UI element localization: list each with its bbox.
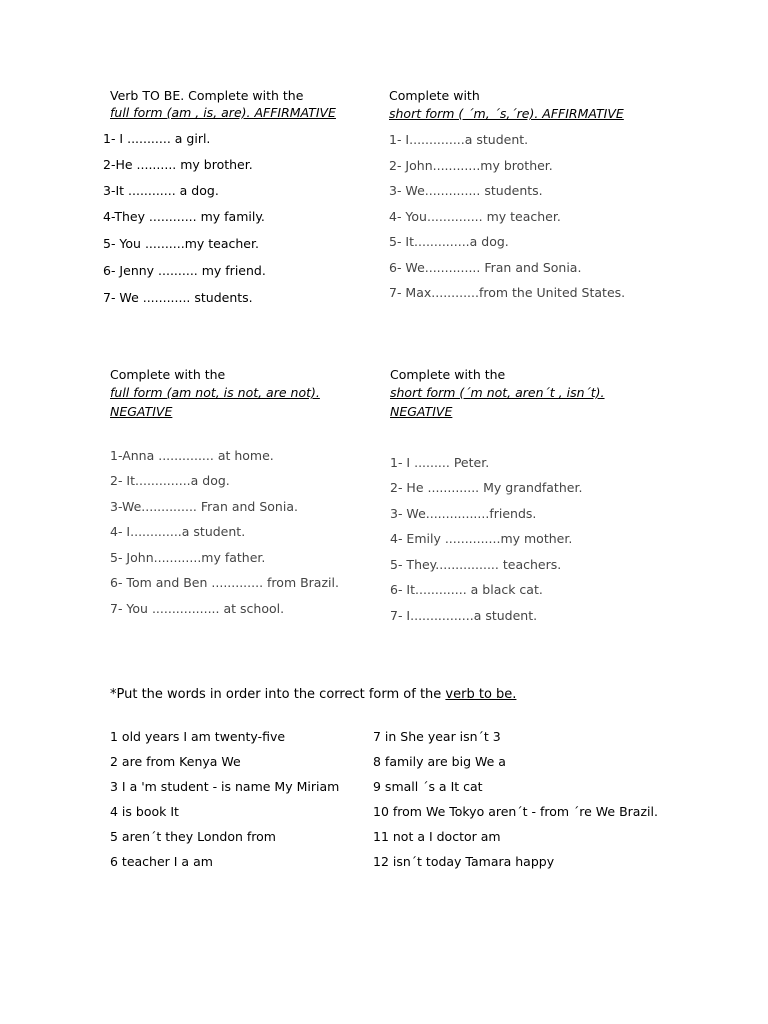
section-title: Verb TO BE. Complete with the — [110, 88, 304, 103]
order-item: 2 are from Kenya We — [110, 754, 241, 769]
exercise-item: 7- I................a student. — [390, 608, 538, 623]
order-item: 7 in She year isn´t 3 — [373, 729, 501, 744]
order-instruction-emphasis: verb to be. — [445, 687, 517, 702]
section-title: Complete with — [389, 88, 480, 103]
exercise-item: 5- You ..........my teacher. — [103, 236, 259, 251]
order-item: 3 I a 'm student - is name My Miriam — [110, 779, 340, 794]
exercise-item: 3-We.............. Fran and Sonia. — [110, 499, 298, 514]
exercise-item: 5- It..............a dog. — [389, 234, 509, 249]
section-subtitle: short form (´m not, aren´t , isn´t). — [390, 385, 605, 400]
exercise-item: 7- You ................. at school. — [110, 601, 285, 616]
exercise-item: 3-It ............ a dog. — [103, 183, 219, 198]
exercise-item: 6- We.............. Fran and Sonia. — [389, 260, 582, 275]
exercise-item: 4- Emily ..............my mother. — [390, 531, 573, 546]
section-subtitle-negative: NEGATIVE — [110, 404, 173, 419]
exercise-item: 2-He .......... my brother. — [103, 157, 253, 172]
exercise-item: 4- I.............a student. — [110, 524, 246, 539]
exercise-item: 3- We.............. students. — [389, 183, 543, 198]
section-subtitle: full form (am , is, are). AFFIRMATIVE — [110, 105, 336, 120]
exercise-item: 1- I ........... a girl. — [103, 131, 211, 146]
order-item: 8 family are big We a — [373, 754, 506, 769]
exercise-item: 2- It..............a dog. — [110, 473, 230, 488]
exercise-item: 2- He ............. My grandfather. — [390, 480, 583, 495]
order-item: 10 from We Tokyo aren´t - from ´re We Brazil. — [373, 804, 658, 819]
section-title: Complete with the — [390, 367, 506, 382]
exercise-item: 5- They................ teachers. — [390, 557, 562, 572]
order-item: 6 teacher I a am — [110, 854, 213, 869]
exercise-item: 6- Jenny .......... my friend. — [103, 263, 266, 278]
exercise-item: 7- We ............ students. — [103, 290, 253, 305]
order-item: 12 isn´t today Tamara happy — [373, 854, 555, 869]
exercise-item: 4- You.............. my teacher. — [389, 209, 561, 224]
exercise-item: 3- We................friends. — [390, 506, 537, 521]
section-subtitle: short form ( ´m, ´s,´re). AFFIRMATIVE — [389, 106, 624, 121]
order-item: 9 small ´s a It cat — [373, 779, 483, 794]
section-title: Complete with the — [110, 367, 226, 382]
section-subtitle-negative: NEGATIVE — [390, 404, 453, 419]
exercise-item: 2- John............my brother. — [389, 158, 553, 173]
exercise-item: 7- Max............from the United States. — [389, 285, 626, 300]
exercise-item: 1-Anna .............. at home. — [110, 448, 274, 463]
exercise-item: 6- Tom and Ben ............. from Brazil. — [110, 575, 339, 590]
exercise-item: 1- I..............a student. — [389, 132, 529, 147]
order-item: 4 is book It — [110, 804, 179, 819]
order-item: 1 old years I am twenty-five — [110, 729, 286, 744]
order-instruction — [110, 687, 516, 702]
order-instruction-text: *Put the words in order into the correct form of the — [110, 687, 446, 702]
exercise-item: 6- It............. a black cat. — [390, 582, 543, 597]
exercise-item: 5- John............my father. — [110, 550, 266, 565]
order-item: 11 not a I doctor am — [373, 829, 501, 844]
order-item: 5 aren´t they London from — [110, 829, 276, 844]
exercise-item: 1- I ......... Peter. — [390, 455, 490, 470]
exercise-item: 4-They ............ my family. — [103, 209, 265, 224]
section-subtitle: full form (am not, is not, are not). — [110, 385, 320, 400]
